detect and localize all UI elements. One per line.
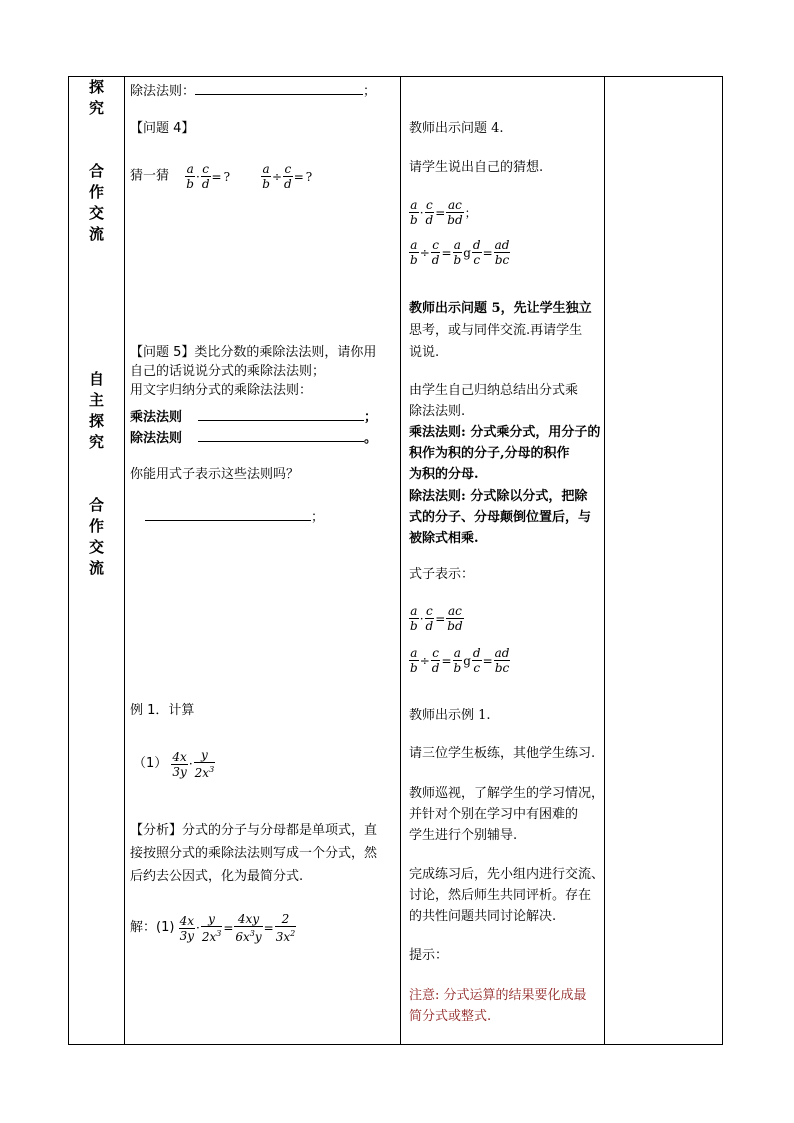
teacher-div-rule-1: 除法法则: 分式除以分式，把除 (409, 489, 588, 504)
solution-line: 解：(1) $\frac{4x}{3y}$ · $\frac{y}{2x^3}$ = $\frac{4xy}{6x^3y}$ = $\frac{2}{3x^2}$ (130, 912, 296, 944)
formula-blank-line: ； (145, 506, 324, 527)
example-title: 例 1．计算 (130, 703, 195, 718)
teacher-hint: 提示： (409, 948, 449, 963)
teacher-show-q5-3: 说说. (409, 345, 440, 360)
label-self-explore-cooperate: 自 主 探 究 合 作 交 流 (88, 370, 104, 577)
col-divider-1 (124, 77, 125, 1044)
q5-text-3: 用文字归纳分式的乘除法法则： (130, 383, 313, 398)
teacher-show-q4: 教师出示问题 4. (409, 121, 504, 136)
teacher-note-1: 注意: 分式运算的结果要化成最 (409, 988, 587, 1003)
label-explore-cooperate: 探 究 合 作 交 流 (88, 78, 104, 243)
teacher-ask-guess: 请学生说出自己的猜想. (409, 160, 544, 175)
teacher-formula-label: 式子表示： (409, 567, 475, 582)
analysis-1: 【分析】分式的分子与分母都是单项式，直 (130, 823, 378, 838)
teacher-patrol-2: 并针对个别在学习中有困难的 (409, 807, 579, 822)
teacher-div-rule-3: 被除式相乘. (409, 531, 479, 546)
q4-title: 【问题 4】 (130, 121, 195, 136)
example-1-expression: （1） $\frac{4x}{3y}$ · $\frac{y}{2x^3}$ (133, 748, 215, 780)
teacher-show-q5-2: 思考，或与同伴交流.再请学生 (409, 323, 583, 338)
division-rule-line: 除法法则： ； (130, 80, 376, 101)
teacher-formula-div: $\frac{a}{b}$ ÷ $\frac{c}{d}$ = $\frac{a}{b}$ g $\frac{d}{c}$ = $\frac{ad}{bc}$ (410, 238, 510, 267)
col-divider-2 (400, 77, 401, 1044)
teacher-after-1: 完成练习后，先小组内进行交流、 (409, 867, 605, 882)
teacher-patrol-3: 学生进行个别辅导. (409, 828, 518, 843)
teacher-summary-2: 除法法则. (409, 404, 466, 419)
guess-line: 猜一猜 $\frac{a}{b}$ · $\frac{c}{d}$ = ? $\frac{a}{b}$ ÷ $\frac{c}{d}$ = ? (130, 162, 313, 191)
analysis-2: 接按照分式的乘除法法则写成一个分式，然 (130, 846, 378, 861)
teacher-after-2: 讨论，然后师生共同评析。存在 (409, 888, 592, 903)
teacher-summary-1: 由学生自己归纳总结出分式乘 (409, 383, 579, 398)
teacher-after-3: 的共性问题共同讨论解决. (409, 909, 557, 924)
teacher-show-q5-1: 教师出示问题 5，先让学生独立 (409, 301, 592, 316)
formula-question: 你能用式子表示这些法则吗？ (130, 467, 300, 482)
teacher-mul-rule-1: 乘法法则: 分式乘分式，用分子的 (409, 425, 601, 440)
teacher-formula-mul: $\frac{a}{b}$ · $\frac{c}{d}$ = $\frac{ac}{bd}$ ； (410, 198, 477, 227)
div-rule-line: 除法法则 。 (130, 427, 377, 448)
lesson-table (68, 76, 723, 1045)
teacher-board: 请三位学生板练，其他学生练习. (409, 746, 596, 761)
blank-division (195, 80, 363, 95)
q5-text-2: 自己的话说说分式的乘除法法则； (130, 364, 326, 379)
teacher-show-ex1: 教师出示例 1. (409, 708, 491, 723)
teacher-note-2: 简分式或整式. (409, 1009, 492, 1024)
teacher-mul-rule-2: 积作为积的分子,分母的积作 (409, 446, 570, 461)
mul-rule-line: 乘法法则 ； (130, 406, 377, 427)
teacher-div-rule-2: 式的分子、分母颠倒位置后，与 (409, 510, 592, 525)
col-divider-3 (604, 77, 605, 1044)
q5-text-1: 【问题 5】类比分数的乘除法法则，请你用 (130, 345, 377, 360)
teacher-formula-mul-2: $\frac{a}{b}$ · $\frac{c}{d}$ = $\frac{ac}{bd}$ (410, 604, 463, 633)
teacher-formula-div-2: $\frac{a}{b}$ ÷ $\frac{c}{d}$ = $\frac{a}{b}$ g $\frac{d}{c}$ = $\frac{ad}{bc}$ (410, 646, 510, 675)
teacher-patrol-1: 教师巡视，了解学生的学习情况， (409, 786, 605, 801)
teacher-mul-rule-3: 为积的分母. (409, 467, 479, 482)
analysis-3: 后约去公因式，化为最简分式. (130, 869, 304, 884)
